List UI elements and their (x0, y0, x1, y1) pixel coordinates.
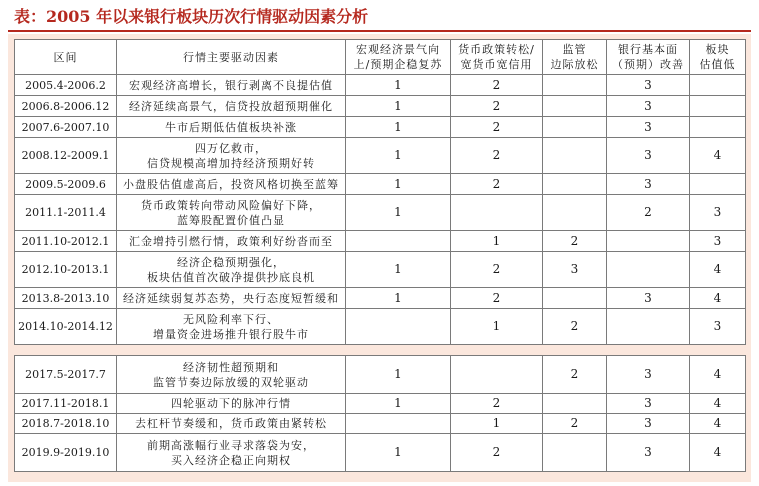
cell-macro: 1 (346, 252, 451, 288)
cell-monetary: 1 (451, 414, 543, 434)
cell-period: 2005.4-2006.2 (15, 75, 117, 96)
cell-macro: 1 (346, 356, 451, 394)
cell-text: （预期）改善 (612, 58, 684, 71)
cell-text: 去杠杆节奏缓和，货币政策由紧转松 (135, 417, 327, 430)
cell-fundamentals: 3 (607, 356, 690, 394)
cell-fundamentals: 3 (607, 138, 690, 174)
table-row (15, 231, 746, 252)
cell-driver (117, 195, 346, 231)
cell-macro: 1 (346, 195, 451, 231)
cell-regulation (543, 195, 607, 231)
cell-text: 前期高涨幅行业寻求落袋为安， (147, 438, 315, 452)
header-period (15, 40, 117, 75)
table-row (15, 117, 746, 138)
cell-text: 四轮驱动下的脉冲行情 (171, 397, 291, 410)
cell-monetary: 2 (451, 252, 543, 288)
cell-valuation: 3 (690, 231, 746, 252)
cell-valuation: 4 (690, 434, 746, 472)
table-row (15, 96, 746, 117)
cell-valuation: 4 (690, 394, 746, 414)
cell-text: 增量资金进场推升银行股牛市 (153, 327, 309, 341)
cell-text: 牛市后期低估值板块补涨 (165, 120, 297, 134)
table-row (15, 138, 746, 174)
cell-macro (346, 414, 451, 434)
cell-driver (117, 309, 346, 345)
cell-fundamentals (607, 252, 690, 288)
cell-fundamentals (607, 309, 690, 345)
cell-period: 2006.8-2006.12 (15, 96, 117, 117)
cell-monetary: 2 (451, 434, 543, 472)
cell-regulation (543, 138, 607, 174)
cell-monetary: 2 (451, 394, 543, 414)
cell-monetary: 2 (451, 75, 543, 96)
cell-regulation: 2 (543, 231, 607, 252)
cell-period: 2008.12-2009.1 (15, 138, 117, 174)
cell-text: 经济延续弱复苏态势，央行态度短暂缓和 (123, 291, 339, 305)
cell-period: 2012.10-2013.1 (15, 252, 117, 288)
cell-valuation: 4 (690, 414, 746, 434)
cell-monetary: 2 (451, 288, 543, 309)
cell-regulation: 2 (543, 356, 607, 394)
cell-text: 蓝筹股配置价值凸显 (177, 213, 285, 227)
cell-valuation: 3 (690, 195, 746, 231)
cell-text: 宽货币宽信用 (460, 58, 533, 71)
cell-period: 2017.11-2018.1 (15, 394, 117, 414)
cell-driver (117, 138, 346, 174)
header-macro (346, 40, 451, 75)
cell-driver (117, 231, 346, 252)
cell-regulation: 2 (543, 414, 607, 434)
cell-monetary (451, 356, 543, 394)
table-row (15, 394, 746, 414)
cell-monetary: 2 (451, 117, 543, 138)
cell-regulation: 3 (543, 252, 607, 288)
cell-period: 2013.8-2013.10 (15, 288, 117, 309)
cell-macro: 1 (346, 138, 451, 174)
cell-monetary: 2 (451, 138, 543, 174)
cell-period: 2018.7-2018.10 (15, 414, 117, 434)
cell-text: 宏观经济景气向 (356, 43, 440, 56)
cell-valuation: 4 (690, 288, 746, 309)
header-fundamentals (607, 40, 690, 75)
cell-monetary: 2 (451, 96, 543, 117)
cell-valuation (690, 174, 746, 195)
cell-fundamentals: 3 (607, 75, 690, 96)
cell-macro: 1 (346, 288, 451, 309)
cell-driver (117, 252, 346, 288)
cell-period: 2009.5-2009.6 (15, 174, 117, 195)
cell-macro (346, 231, 451, 252)
cell-fundamentals: 3 (607, 288, 690, 309)
cell-driver (117, 434, 346, 472)
cell-driver (117, 288, 346, 309)
cell-regulation (543, 174, 607, 195)
cell-valuation: 4 (690, 252, 746, 288)
cell-macro: 1 (346, 96, 451, 117)
cell-fundamentals: 3 (607, 117, 690, 138)
table-row (15, 288, 746, 309)
cell-regulation (543, 75, 607, 96)
cell-valuation: 4 (690, 356, 746, 394)
table-row (15, 195, 746, 231)
cell-regulation (543, 434, 607, 472)
cell-macro: 1 (346, 117, 451, 138)
cell-text: 经济延续高景气，信贷投放超预期催化 (129, 99, 333, 113)
cell-text: 板块估值首次破净提供抄底良机 (147, 270, 315, 284)
cell-text: 上/预期企稳复苏 (353, 58, 443, 71)
cell-fundamentals: 3 (607, 174, 690, 195)
cell-driver (117, 356, 346, 394)
header-row (15, 40, 746, 75)
table-row (15, 252, 746, 288)
cell-driver (117, 394, 346, 414)
cell-period: 2014.10-2014.12 (15, 309, 117, 345)
cell-text: 无风险利率下行、 (183, 312, 279, 326)
cell-driver (117, 414, 346, 434)
cell-driver (117, 174, 346, 195)
cell-text: 边际放松 (550, 58, 599, 71)
table-row (15, 174, 746, 195)
cell-monetary: 1 (451, 309, 543, 345)
cell-text: 信贷规模高增加持经济预期好转 (147, 156, 315, 170)
cell-text: 经济韧性超预期和 (183, 360, 279, 374)
cell-text: 四万亿救市， (195, 141, 267, 155)
cell-valuation (690, 96, 746, 117)
cell-period: 2007.6-2007.10 (15, 117, 117, 138)
cell-regulation (543, 117, 607, 138)
cell-fundamentals: 2 (607, 195, 690, 231)
table-row (15, 434, 746, 472)
cell-text: 货币政策转向带动风险偏好下降， (141, 198, 321, 212)
cell-regulation: 2 (543, 309, 607, 345)
cell-period: 2019.9-2019.10 (15, 434, 117, 472)
drivers-table-part2 (14, 355, 746, 472)
cell-macro: 1 (346, 75, 451, 96)
header-driver (117, 40, 346, 75)
cell-macro (346, 309, 451, 345)
cell-fundamentals (607, 231, 690, 252)
cell-regulation (543, 96, 607, 117)
table-row (15, 309, 746, 345)
cell-driver (117, 75, 346, 96)
table-title: 表：2005 年以来银行板块历次行情驱动因素分析 (14, 7, 369, 26)
cell-driver (117, 117, 346, 138)
cell-regulation (543, 394, 607, 414)
table-row (15, 356, 746, 394)
table-row (15, 75, 746, 96)
cell-valuation (690, 117, 746, 138)
title-underline (8, 30, 751, 32)
cell-text: 宏观经济高增长，银行剥离不良提估值 (129, 78, 333, 92)
drivers-table-part1 (14, 39, 746, 345)
header-regulation (543, 40, 607, 75)
header-valuation (690, 40, 746, 75)
cell-monetary: 1 (451, 231, 543, 252)
cell-text: 行情主要驱动因素 (183, 50, 279, 64)
cell-fundamentals: 3 (607, 434, 690, 472)
cell-fundamentals: 3 (607, 414, 690, 434)
cell-text: 估值低 (699, 58, 736, 71)
cell-macro: 1 (346, 434, 451, 472)
cell-text: 监管节奏边际放缓的双轮驱动 (153, 375, 309, 389)
header-monetary (451, 40, 543, 75)
cell-text: 区间 (53, 50, 78, 64)
cell-driver (117, 96, 346, 117)
cell-text: 货币政策转松/ (458, 43, 535, 56)
cell-fundamentals: 3 (607, 96, 690, 117)
cell-text: 小盘股估值虚高后，投资风格切换至蓝筹 (123, 177, 339, 191)
cell-period: 2011.10-2012.1 (15, 231, 117, 252)
cell-text: 银行基本面 (618, 43, 678, 56)
cell-text: 经济企稳预期强化， (177, 255, 285, 269)
cell-text: 监管 (562, 43, 587, 56)
cell-period: 2011.1-2011.4 (15, 195, 117, 231)
cell-macro: 1 (346, 394, 451, 414)
cell-valuation (690, 75, 746, 96)
cell-valuation: 3 (690, 309, 746, 345)
cell-text: 买入经济企稳正向期权 (171, 453, 291, 467)
cell-period: 2017.5-2017.7 (15, 356, 117, 394)
cell-regulation (543, 288, 607, 309)
cell-monetary (451, 195, 543, 231)
cell-macro: 1 (346, 174, 451, 195)
cell-valuation: 4 (690, 138, 746, 174)
cell-monetary: 2 (451, 174, 543, 195)
cell-text: 汇金增持引燃行情，政策利好纷沓而至 (129, 234, 333, 248)
cell-fundamentals: 3 (607, 394, 690, 414)
table-row (15, 414, 746, 434)
cell-text: 板块 (705, 43, 730, 56)
